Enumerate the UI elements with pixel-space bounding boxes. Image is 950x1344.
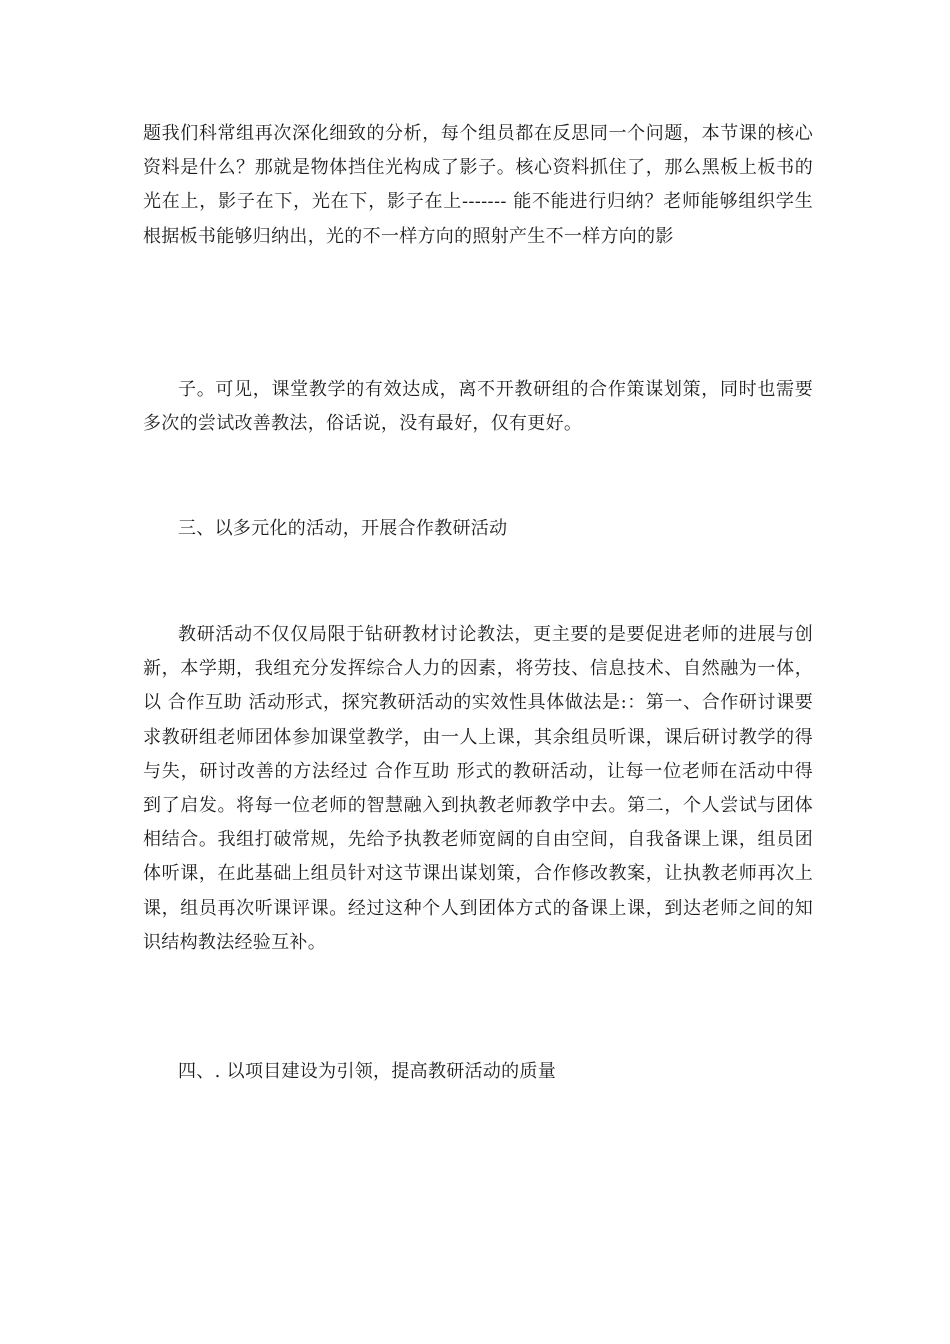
section-heading-four: 四、. 以项目建设为引领，提高教研活动的质量 bbox=[178, 1061, 557, 1082]
paragraph-shadow-analysis: 题我们科常组再次深化细致的分析，每个组员都在反思同一个问题，本节课的核心资料是什么？那就是物体挡住光构成了影子。核心资料抓住了，那么黑板上板书的光在上，影子在下，光在下，影子在上------- 能不能进行归纳？老师能够组织学生根据板书能够归纳出，光的不一样方向的照射产生不一样方向的影 bbox=[143, 123, 813, 247]
paragraph-classroom-effectiveness: 子。可见，课堂教学的有效达成，离不开教研组的合作策谋划策，同时也需要多次的尝试改善教法，俗话说，没有最好，仅有更好。 bbox=[143, 379, 813, 435]
paragraph-cooperative-research: 教研活动不仅仅局限于钻研教材讨论教法，更主要的是要促进老师的进展与创新，本学期，我组充分发挥综合人力的因素，将劳技、信息技术、自然融为一体，以 合作互助 活动形式，探究教研活动的实效性具体做法是:：第一、合作研讨课要求教研组老师团体参加课堂教学，由一人上课，其余组员听课，课后研讨教学的得与失，研讨改善的方法经过 合作互助 形式的教研活动，让每一位老师在活动中得到了启发。将每一位老师的智慧融入到执教老师教学中去。第二，个人尝试与团体相结合。我组打破常规，先给予执教老师宽阔的自由空间，自我备课上课，组员团体听课，在此基础上组员针对这节课出谋划策，合作修改教案，让执教老师再次上课，组员再次听课评课。经过这种个人到团体方式的备课上课，到达老师之间的知识结构教法经验互补。 bbox=[143, 624, 813, 953]
section-heading-three: 三、以多元化的活动，开展合作教研活动 bbox=[178, 518, 508, 539]
